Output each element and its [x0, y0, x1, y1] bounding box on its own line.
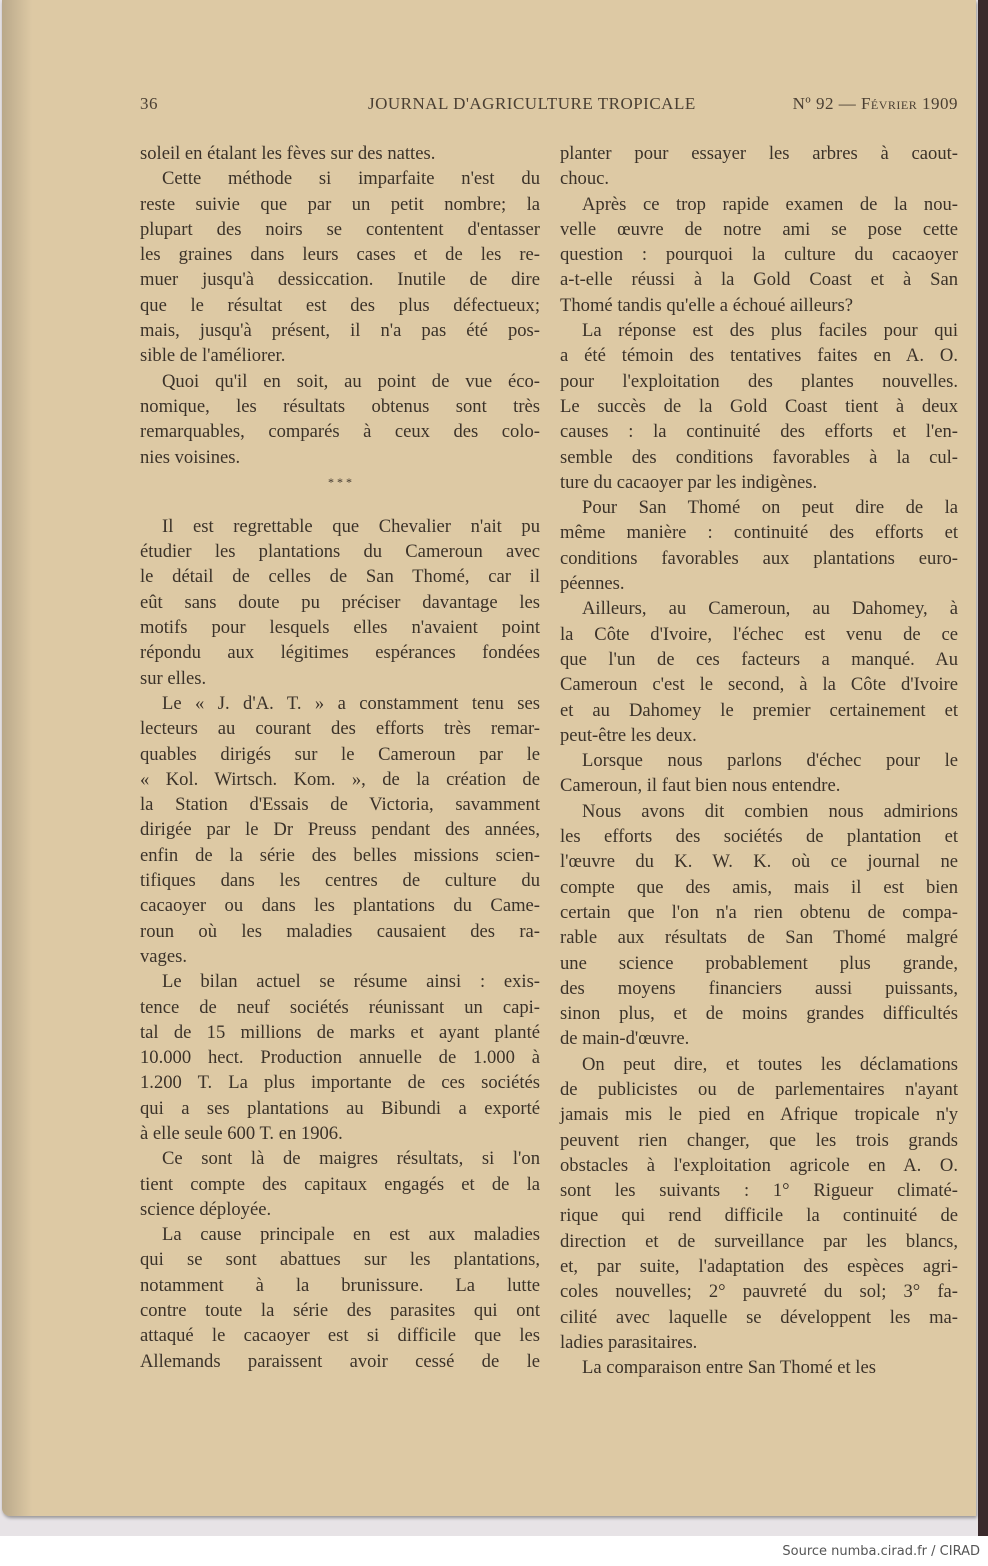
text-line: Après ce trop rapide examen de la nou-	[582, 193, 958, 215]
text-line: qui a ses plantations au Bibundi a exporté	[140, 1097, 540, 1119]
text-line: contre toute la série des parasites qui ont	[140, 1300, 540, 1322]
text-line: cacaoyer ou dans les plantations du Came-	[140, 895, 540, 917]
left-column	[140, 141, 540, 1374]
paragraph	[140, 141, 540, 166]
text-line: étudier les plantations du Cameroun avec	[140, 541, 540, 563]
text-line: Pour San Thomé on peut dire de la	[582, 497, 958, 519]
text-line: peuvent rien changer, que les trois grands	[560, 1129, 958, 1151]
text-line: la Station d'Essais de Victoria, savamment	[140, 794, 540, 816]
text-line: reste suivie que par un petit nombre; la	[140, 193, 540, 215]
text-line: semble des conditions favorables à la cul-	[560, 446, 958, 468]
text-line: une science probablement plus grande,	[560, 952, 958, 974]
paragraph	[560, 318, 958, 495]
page-number: 36	[140, 94, 158, 113]
paragraph	[140, 369, 540, 470]
paragraph	[560, 799, 958, 1052]
text-line: Le « J. d'A. T. » a constamment tenu ses	[162, 692, 540, 714]
text-line: direction et de surveillance par les blancs,	[560, 1230, 958, 1252]
paragraph	[560, 1355, 958, 1380]
text-line: La cause principale en est aux maladies	[162, 1224, 540, 1246]
text-line: La comparaison entre San Thomé et les	[582, 1357, 876, 1379]
text-line: certain que l'on n'a rien obtenu de compa-	[560, 901, 958, 923]
text-line: tal de 15 millions de marks et ayant planté	[140, 1021, 540, 1043]
text-line: compte que des amis, mais il est bien	[560, 876, 958, 898]
text-line: planter pour essayer les arbres à caout-	[560, 143, 958, 164]
text-line: eût sans doute pu préciser davantage les	[140, 591, 540, 613]
text-line: Allemands paraissent avoir cessé de le	[140, 1350, 540, 1372]
text-line: obstacles à l'exploitation agricole en A. O.	[560, 1154, 958, 1176]
text-line: a été témoin des tentatives faites en A. O.	[560, 345, 958, 367]
text-line: enfin de la série des belles missions scien-	[140, 844, 540, 866]
text-line: de publicistes ou de parlementaires n'ayant	[560, 1078, 958, 1100]
text-line: 10.000 hect. Production annuelle de 1.000 à	[140, 1047, 540, 1069]
text-line: jamais mis le pied en Afrique tropicale n'y	[560, 1104, 958, 1126]
text-line: des moyens financiers aussi puissants,	[560, 977, 958, 999]
paragraph	[560, 596, 958, 748]
text-line: Cameroun c'est le second, à la Côte d'Ivoire	[560, 674, 958, 696]
text-line: et, par suite, l'adaptation des espèces agri-	[560, 1256, 958, 1278]
text-line: quables dirigés sur le Cameroun par le	[140, 743, 540, 765]
text-line: Ailleurs, au Cameroun, au Dahomey, à	[582, 598, 958, 620]
paragraph	[140, 514, 540, 691]
right-column	[560, 141, 958, 1381]
text-line: La réponse est des plus faciles pour qui	[582, 320, 958, 342]
text-line: Il est regrettable que Chevalier n'ait pu	[162, 515, 540, 537]
paragraph	[140, 1146, 540, 1222]
text-line: sible de l'améliorer.	[140, 345, 286, 367]
text-line: même manière : continuité des efforts et	[560, 522, 958, 544]
text-line: que le résultat est des plus défectueux;	[140, 294, 540, 316]
text-line: a-t-elle réussi à la Gold Coast et à San	[560, 269, 958, 291]
text-line: « Kol. Wirtsch. Kom. », de la création de	[140, 768, 540, 790]
text-line: question : pourquoi la culture du cacaoyer	[560, 244, 958, 266]
text-line: lecteurs au courant des efforts très remar-	[140, 718, 540, 740]
text-line: attaqué le cacaoyer est si difficile que les	[140, 1325, 540, 1347]
text-line: peut-être les deux.	[560, 724, 697, 746]
text-line: coles nouvelles; 2° pauvreté du sol; 3° fa-	[560, 1281, 958, 1303]
text-line: Quoi qu'il en soit, au point de vue éco-	[162, 370, 540, 392]
text-line: les efforts des sociétés de plantation et	[560, 826, 958, 848]
text-line: Cameroun, il faut bien nous entendre.	[560, 775, 841, 797]
paragraph	[140, 166, 540, 368]
text-line: sont les suivants : 1° Rigueur climaté-	[560, 1180, 958, 1202]
text-line: l'œuvre du K. W. K. où ce journal ne	[560, 851, 958, 873]
text-line: causes : la continuité des efforts et l'en-	[560, 421, 958, 443]
text-line: science déployée.	[140, 1198, 272, 1220]
text-line: tifiques dans les centres de culture du	[140, 870, 540, 892]
book-edge	[978, 0, 988, 1536]
text-line: la Côte d'Ivoire, l'échec est venu de ce	[560, 623, 958, 645]
text-line: plupart des noirs se contentent d'entasser	[140, 218, 540, 240]
text-line: tient compte des capitaux engagés et de la	[140, 1173, 540, 1195]
text-line: On peut dire, et toutes les déclamations	[582, 1053, 958, 1075]
text-line: nies voisines.	[140, 446, 241, 468]
paragraph	[560, 141, 958, 192]
text-line: qui se sont abattues sur les plantations,	[140, 1249, 540, 1271]
text-line: à elle seule 600 T. en 1906.	[140, 1122, 343, 1144]
text-line: cilité avec laquelle se développent les ma-	[560, 1306, 958, 1328]
text-line: péennes.	[560, 573, 625, 595]
text-line: roun où les maladies causaient des ra-	[140, 920, 540, 942]
paragraph	[140, 1222, 540, 1374]
text-line: pour l'exploitation des plantes nouvelles.	[560, 370, 958, 392]
paragraph	[560, 748, 958, 799]
text-line: Cette méthode si imparfaite n'est du	[162, 168, 540, 190]
text-line: de main-d'œuvre.	[560, 1028, 690, 1050]
text-line: Ce sont là de maigres résultats, si l'on	[162, 1148, 540, 1170]
text-line: 1.200 T. La plus importante de ces sociétés	[140, 1072, 540, 1094]
text-line: Thomé tandis qu'elle a échoué ailleurs?	[560, 294, 853, 316]
text-line: que l'un de ces facteurs a manqué. Au	[560, 648, 958, 670]
source-credit: Source numba.cirad.fr / CIRAD	[782, 1544, 980, 1559]
text-line: Le bilan actuel se résume ainsi : exis-	[162, 971, 540, 993]
text-line: Le succès de la Gold Coast tient à deux	[560, 395, 958, 417]
text-line: rique qui rend difficile la continuité de	[560, 1205, 958, 1227]
text-line: velle œuvre de notre ami se pose cette	[560, 218, 958, 240]
text-line: Lorsque nous parlons d'échec pour le	[582, 750, 958, 772]
paragraph	[140, 691, 540, 969]
text-line: muer jusqu'à dessiccation. Inutile de dire	[140, 269, 540, 291]
text-line: soleil en étalant les fèves sur des nattes.	[140, 143, 436, 164]
page-shadow	[2, 0, 32, 1516]
text-line: les graines dans leurs cases et de les re-	[140, 244, 540, 266]
paragraph	[560, 192, 958, 318]
running-header	[140, 94, 958, 118]
text-line: remarquables, comparés à ceux des colo-	[140, 421, 540, 443]
text-line: ladies parasitaires.	[560, 1331, 698, 1353]
text-line: le détail de celles de San Thomé, car il	[140, 566, 540, 588]
asterism-separator: * * *	[328, 474, 352, 489]
text-line: et au Dahomey le premier certainement et	[560, 699, 958, 721]
issue-date: Nº 92 — Février 1909	[792, 94, 958, 113]
text-line: conditions favorables aux plantations euro-	[560, 547, 958, 569]
text-line: vages.	[140, 945, 187, 967]
text-line: Nous avons dit combien nous admirions	[582, 800, 958, 822]
paragraph	[560, 1052, 958, 1356]
paragraph	[560, 495, 958, 596]
text-line: tence de neuf sociétés réunissant un capi-	[140, 996, 540, 1018]
text-line: sur elles.	[140, 667, 207, 689]
text-line: rable aux résultats de San Thomé malgré	[560, 927, 958, 949]
text-line: répondu aux légitimes espérances fondées	[140, 642, 540, 664]
text-line: nomique, les résultats obtenus sont très	[140, 395, 540, 417]
paragraph	[140, 969, 540, 1146]
journal-title: JOURNAL D'AGRICULTURE TROPICALE	[368, 94, 696, 113]
text-line: mais, jusqu'à présent, il n'a pas été pos-	[140, 320, 540, 342]
text-line: ture du cacaoyer par les indigènes.	[560, 471, 818, 493]
text-line: sinon plus, et de moins grandes difficultés	[560, 1003, 958, 1025]
text-line: dirigée par le Dr Preuss pendant des années,	[140, 819, 540, 841]
text-line: chouc.	[560, 168, 610, 190]
text-line: motifs pour lesquels elles n'avaient point	[140, 617, 540, 639]
text-line: notamment à la brunissure. La lutte	[140, 1274, 540, 1296]
